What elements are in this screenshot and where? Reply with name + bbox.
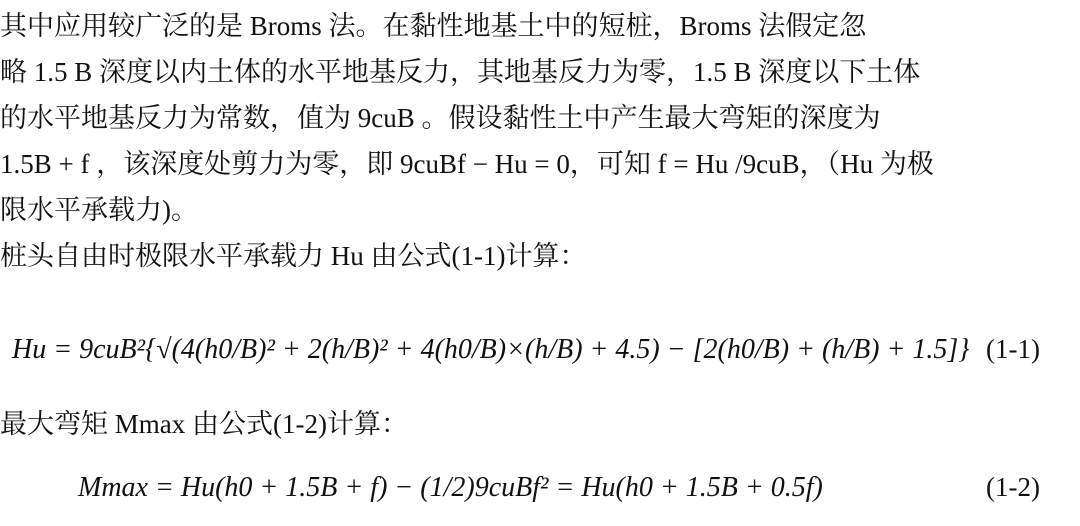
paragraph-line-4: 1.5B + f ，该深度处剪力为零，即 9cuBf − Hu = 0，可知 f = Hu /9cuB，（Hu 为极 [0, 149, 934, 179]
paragraph-line-3: 的水平地基反力为常数，值为 9cuB 。假设黏性土中产生最大弯矩的深度为 [0, 103, 881, 133]
text-before-equation-2: 最大弯矩 Mmax 由公式(1-2)计算： [0, 409, 408, 439]
equation-1-number: (1-1) [986, 334, 1040, 364]
equation-2: Mmax = Hu(h0 + 1.5B + f) − (1/2)9cuBf² = Hu(h0 + 1.5B + 0.5f) [78, 472, 823, 503]
paragraph-line-2: 略 1.5 B 深度以内土体的水平地基反力，其地基反力为零，1.5 B 深度以下土体 [0, 57, 921, 87]
paragraph-line-1: 其中应用较广泛的是 Broms 法。在黏性地基土中的短桩，Broms 法假定忽 [0, 11, 867, 41]
equation-2-number: (1-2) [986, 472, 1040, 502]
paragraph-line-5: 限水平承载力)。 [0, 195, 198, 225]
equation-1: Hu = 9cuB²{√(4(h0/B)² + 2(h/B)² + 4(h0/B)×(h/B) + 4.5) − [2(h0/B) + (h/B) + 1.5]} [12, 334, 970, 365]
text-before-equation-1: 桩头自由时极限水平承载力 Hu 由公式(1-1)计算： [0, 241, 587, 271]
